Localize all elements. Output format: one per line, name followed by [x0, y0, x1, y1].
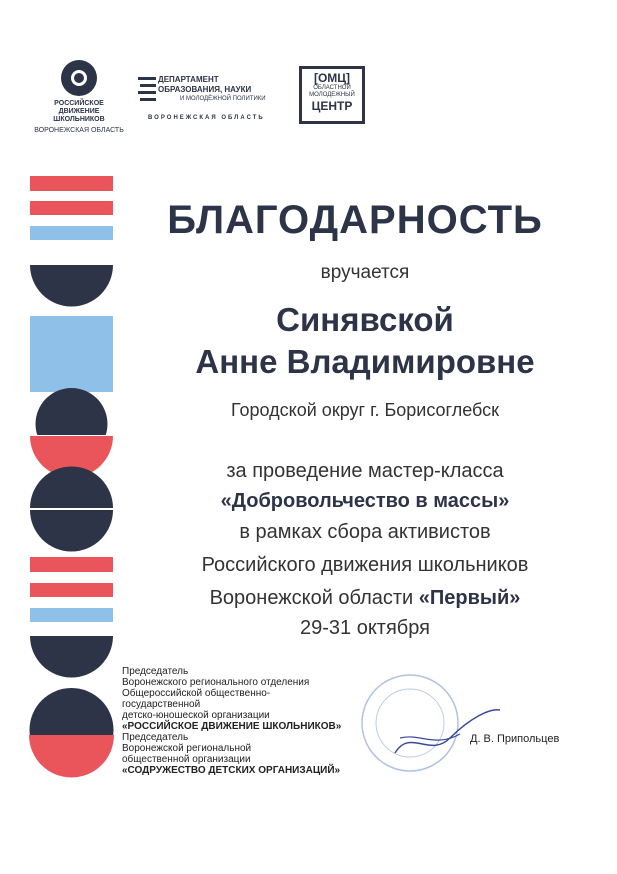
- blue-stripe: [30, 608, 113, 622]
- navy-half-circle: [30, 636, 113, 677]
- event-dates: 29-31 октября: [300, 617, 430, 639]
- navy-half-circle: [30, 265, 113, 307]
- sig1-org: «РОССИЙСКОЕ ДВИЖЕНИЕ ШКОЛЬНИКОВ»: [122, 721, 342, 732]
- sig2-line2: Воронежской региональной: [122, 743, 252, 754]
- department-line2: ОБРАЗОВАНИЯ, НАУКИ: [158, 85, 252, 94]
- recipient-location: Городской округ г. Борисоглебск: [230, 400, 500, 420]
- red-half-circle: [29, 735, 114, 778]
- sig1-line3: Общероссийской общественно-: [122, 688, 271, 699]
- omc-line3: МОЛОДЕЖНЫЙ: [309, 92, 355, 98]
- sig2-org: «СОДРУЖЕСТВО ДЕТСКИХ ОРГАНИЗАЦИЙ»: [122, 765, 341, 776]
- reason-line5-text: Воронежской области: [209, 587, 419, 609]
- sig1-line2: Воронежского регионального отделения: [122, 677, 310, 688]
- signer-name: Д. В. Припольцев: [470, 733, 560, 745]
- rdsh-line1: РОССИЙСКОЕ: [54, 100, 104, 107]
- omc-line2: ОБЛАСТНОЙ: [313, 85, 351, 91]
- omc-line4: ЦЕНТР: [311, 99, 353, 113]
- omc-logo: [299, 66, 365, 124]
- navy-half-circle-bottom: [30, 510, 113, 552]
- rdsh-line2: ДВИЖЕНИЕ ШКОЛЬНИКОВ: [53, 108, 105, 123]
- recipient-name-line1: Синявской: [276, 301, 454, 338]
- navy-half-circle-top: [30, 466, 113, 508]
- reason-line2: «Добровольчество в массы»: [220, 490, 510, 512]
- sig2-line3: общественной организации: [122, 754, 251, 765]
- red-stripe: [30, 201, 113, 215]
- sig1-line1: Председатель: [122, 666, 189, 677]
- signature-block-1: [122, 666, 341, 776]
- rdsh-line3: ВОРОНЕЖСКАЯ ОБЛАСТЬ: [34, 127, 124, 134]
- recipient-name-line2: Анне Владимировне: [195, 343, 535, 380]
- sig2-line1: Председатель: [122, 732, 189, 743]
- rdsh-emblem-icon: [59, 58, 99, 98]
- reason-line3: в рамках сбора активистов: [239, 521, 491, 543]
- red-stripe: [30, 583, 113, 597]
- red-stripe: [30, 176, 113, 191]
- reason-line5: [130, 587, 600, 610]
- department-logo: [138, 75, 278, 121]
- department-line1: ДЕПАРТАМЕНТ: [158, 75, 219, 84]
- omc-line1: [ОМЦ]: [313, 71, 351, 85]
- certificate-title: БЛАГОДАРНОСТЬ: [167, 198, 543, 242]
- awarded-text: вручается: [320, 262, 410, 283]
- books-icon: [138, 75, 156, 107]
- reason-line4: Российского движения школьников: [201, 554, 529, 576]
- department-line4: ВОРОНЕЖСКАЯ ОБЛАСТЬ: [148, 115, 265, 121]
- sig1-line5: детско-юношеской организации: [122, 710, 270, 721]
- reason-line5-bold: «Первый»: [418, 587, 521, 609]
- reason-line1: за проведение мастер-класса: [226, 460, 504, 482]
- blue-stripe: [30, 226, 113, 240]
- department-line3: И МОЛОДЁЖНОЙ ПОЛИТИКИ: [180, 96, 266, 102]
- blue-square: [30, 316, 113, 392]
- stamp-and-signature: [340, 668, 500, 778]
- red-stripe: [30, 557, 113, 572]
- sig1-line4: государственной: [122, 699, 201, 710]
- rdsh-logo: [34, 58, 124, 135]
